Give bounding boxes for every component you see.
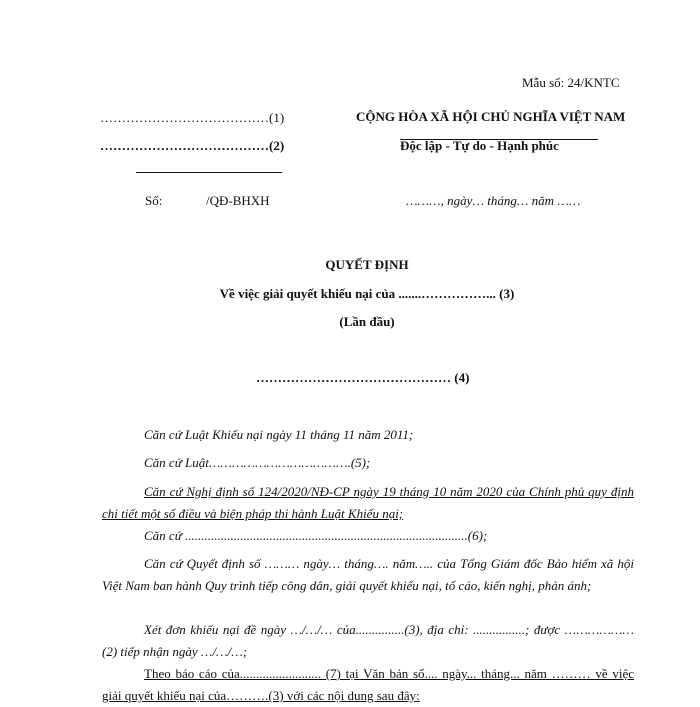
basis-law-complaint — [102, 424, 634, 446]
basis-text: Căn cứ Quyết định số ……… ngày… tháng…. năm….. của Tổng Giám đốc Bảo hiểm xã hội Việt Nam ban hành Quy trình tiếp công dân, giải quyết khiếu nại, tố cáo, kiến nghị, phản ánh; — [102, 556, 634, 593]
agency-line-1: …………………………………(1) — [100, 110, 285, 125]
basis-law-other — [102, 452, 634, 474]
basis-decree — [102, 481, 634, 525]
motto-underline — [400, 139, 598, 140]
national-motto: Độc lập - Tự do - Hạnh phúc — [400, 138, 559, 153]
agency-underline — [136, 172, 282, 173]
complaint-consideration — [102, 619, 634, 663]
agency-line-2: …………………………………(2) — [100, 138, 285, 153]
issuer-line: ……………………………………… (4) — [256, 370, 470, 385]
document-subject: Về việc giải quyết khiếu nại của .......……………... (3) — [219, 286, 515, 301]
basis-text: Căn cứ Luật Khiếu nại ngày 11 tháng 11 năm 2011; — [144, 427, 414, 442]
number-label: Số: — [145, 193, 163, 208]
number-code: /QĐ-BHXH — [206, 193, 270, 208]
basis-text: Căn cứ Luật……………………………….(5); — [144, 455, 371, 470]
basis-other — [102, 525, 634, 547]
place-date: ………, ngày… tháng… năm …… — [406, 193, 581, 208]
national-title: CỘNG HÒA XÃ HỘI CHỦ NGHĨA VIỆT NAM — [356, 109, 626, 124]
form-code: Mẫu số: 24/KNTC — [522, 75, 620, 90]
basis-text: Căn cứ .......................................................................................(6); — [144, 528, 488, 543]
document-title: QUYẾT ĐỊNH — [325, 257, 409, 272]
basis-text: Xét đơn khiếu nại đề ngày …/…/… của...............(3), địa chỉ: ................; được ………………(2) tiếp nhận ngày …/…/…; — [102, 622, 634, 659]
report-basis — [102, 663, 634, 707]
basis-text: Căn cứ Nghị định số 124/2020/NĐ-CP ngày 19 tháng 10 năm 2020 của Chính phủ quy định chi tiết một số điều và biện pháp thi hành Luật Khiếu nại; — [102, 484, 634, 521]
document-round: (Lần đầu) — [339, 314, 395, 329]
basis-decision — [102, 553, 634, 597]
basis-text: Theo báo cáo của......................... (7) tại Văn bản số.... ngày... tháng... năm ……… về việc giải quyết khiếu nại của……….(3) với các nội dung sau đây: — [102, 666, 634, 703]
